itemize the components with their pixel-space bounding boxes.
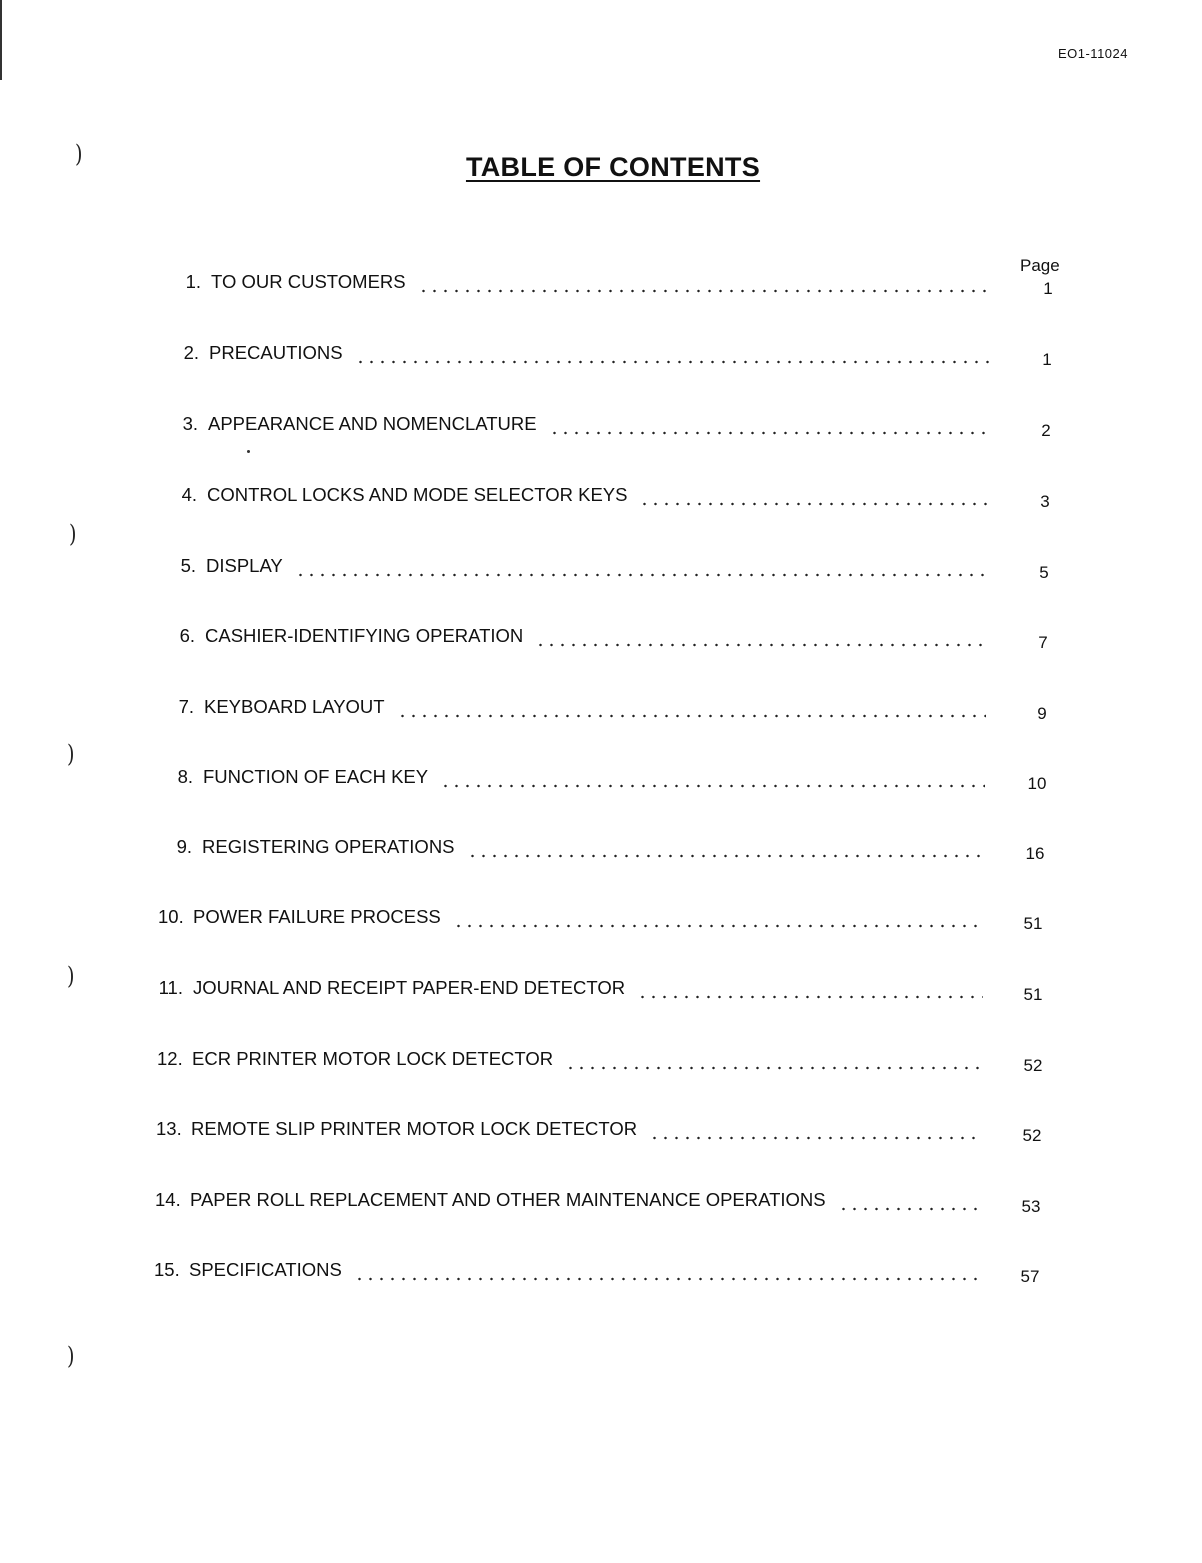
binder-hole-mark: ): [66, 1342, 75, 1370]
toc-entry-page: 10: [1027, 774, 1047, 793]
toc-entry[interactable]: [174, 342, 1003, 368]
dot-leader: [397, 714, 986, 718]
toc-entry-number: 13.: [156, 1118, 182, 1139]
toc-entry[interactable]: [167, 836, 996, 862]
toc-entry-title: FUNCTION OF EACH KEY: [203, 766, 429, 787]
toc-entry-title: KEYBOARD LAYOUT: [204, 696, 385, 717]
toc-entry-page: 1: [1043, 279, 1053, 298]
toc-entry-page: 51: [1023, 985, 1043, 1004]
toc-entry-title: DISPLAY: [206, 555, 283, 576]
toc-entry-number: 10.: [158, 906, 184, 927]
toc-entry-page: 2: [1041, 421, 1051, 440]
dot-leader: [418, 289, 992, 293]
toc-entry-title: REMOTE SLIP PRINTER MOTOR LOCK DETECTOR: [191, 1118, 638, 1139]
dot-leader: [649, 1136, 981, 1140]
toc-entry-page: 52: [1022, 1126, 1042, 1145]
toc-entry-number: 1.: [185, 271, 201, 292]
dot-leader: [639, 502, 989, 506]
page-column-header: Page: [1020, 256, 1060, 275]
toc-entry-title: JOURNAL AND RECEIPT PAPER-END DETECTOR: [193, 977, 626, 998]
toc-entry-number: 6.: [179, 625, 195, 646]
toc-entry-title: POWER FAILURE PROCESS: [193, 906, 441, 927]
toc-entry[interactable]: [158, 906, 995, 932]
toc-entry-page: 1: [1042, 350, 1052, 369]
toc-entry-number: 3.: [182, 413, 198, 434]
toc-entry-page: 5: [1039, 563, 1049, 582]
toc-entry-page: 52: [1023, 1056, 1043, 1075]
toc-entry[interactable]: [157, 1048, 994, 1074]
dot-leader: [565, 1066, 982, 1070]
toc-entry[interactable]: [172, 484, 1001, 510]
toc-entry-page: 16: [1025, 844, 1045, 863]
toc-entry[interactable]: [173, 413, 1002, 439]
scan-speck: [247, 450, 250, 453]
binder-hole-mark: ): [74, 140, 83, 168]
binder-hole-mark: ): [66, 740, 75, 768]
toc-entry-title: CASHIER-IDENTIFYING OPERATION: [205, 625, 524, 646]
toc-entry[interactable]: [168, 766, 997, 792]
dot-leader: [535, 643, 987, 647]
toc-entry-title: SPECIFICATIONS: [189, 1259, 342, 1280]
toc-entry-number: 9.: [176, 836, 192, 857]
dot-leader: [637, 995, 983, 999]
toc-entry-number: 7.: [178, 696, 194, 717]
dot-leader: [440, 784, 985, 788]
toc-entry-number: 8.: [177, 766, 193, 787]
toc-entry-number: 11.: [158, 977, 183, 998]
dot-leader: [354, 1277, 979, 1281]
toc-entry-number: 15.: [154, 1259, 180, 1280]
binder-hole-mark: ): [68, 520, 77, 548]
toc-entry-page: 57: [1020, 1267, 1040, 1286]
toc-entry-number: 4.: [181, 484, 197, 505]
toc-entry-page: 7: [1038, 633, 1048, 652]
toc-entry-page: 9: [1037, 704, 1047, 723]
dot-leader: [355, 360, 991, 364]
toc-entry[interactable]: [156, 1118, 993, 1144]
dot-leader: [838, 1207, 980, 1211]
dot-leader: [295, 573, 988, 577]
toc-entry-title: REGISTERING OPERATIONS: [202, 836, 455, 857]
page-title: TABLE OF CONTENTS: [465, 152, 761, 182]
toc-entry-number: 2.: [183, 342, 199, 363]
document-code: EO1-11024: [1057, 46, 1128, 61]
toc-entry-title: TO OUR CUSTOMERS: [211, 271, 406, 292]
toc-entry-title: APPEARANCE AND NOMENCLATURE: [208, 413, 537, 434]
toc-entry[interactable]: [170, 625, 999, 651]
toc-entry-title: CONTROL LOCKS AND MODE SELECTOR KEYS: [207, 484, 628, 505]
toc-entry-title: PAPER ROLL REPLACEMENT AND OTHER MAINTENANCE OPERATIONS: [190, 1189, 826, 1210]
dot-leader: [453, 924, 983, 928]
toc-entry-page: 3: [1040, 492, 1050, 511]
toc-entry-title: ECR PRINTER MOTOR LOCK DETECTOR: [192, 1048, 554, 1069]
toc-entry-page: 53: [1021, 1197, 1041, 1216]
toc-entry[interactable]: [171, 555, 1000, 581]
toc-entry-number: 14.: [155, 1189, 181, 1210]
toc-entry[interactable]: [169, 696, 998, 722]
toc-entry[interactable]: [154, 1259, 991, 1285]
toc-entry-page: 51: [1023, 914, 1043, 933]
dot-leader: [467, 854, 984, 858]
binder-hole-mark: ): [66, 962, 75, 990]
toc-entry-number: 5.: [180, 555, 196, 576]
toc-entry-title: PRECAUTIONS: [209, 342, 343, 363]
toc-entry[interactable]: [158, 977, 995, 1003]
toc-entry-number: 12.: [157, 1048, 183, 1069]
toc-entry[interactable]: [155, 1189, 992, 1215]
toc-entry[interactable]: [176, 271, 1004, 297]
dot-leader: [549, 431, 990, 435]
